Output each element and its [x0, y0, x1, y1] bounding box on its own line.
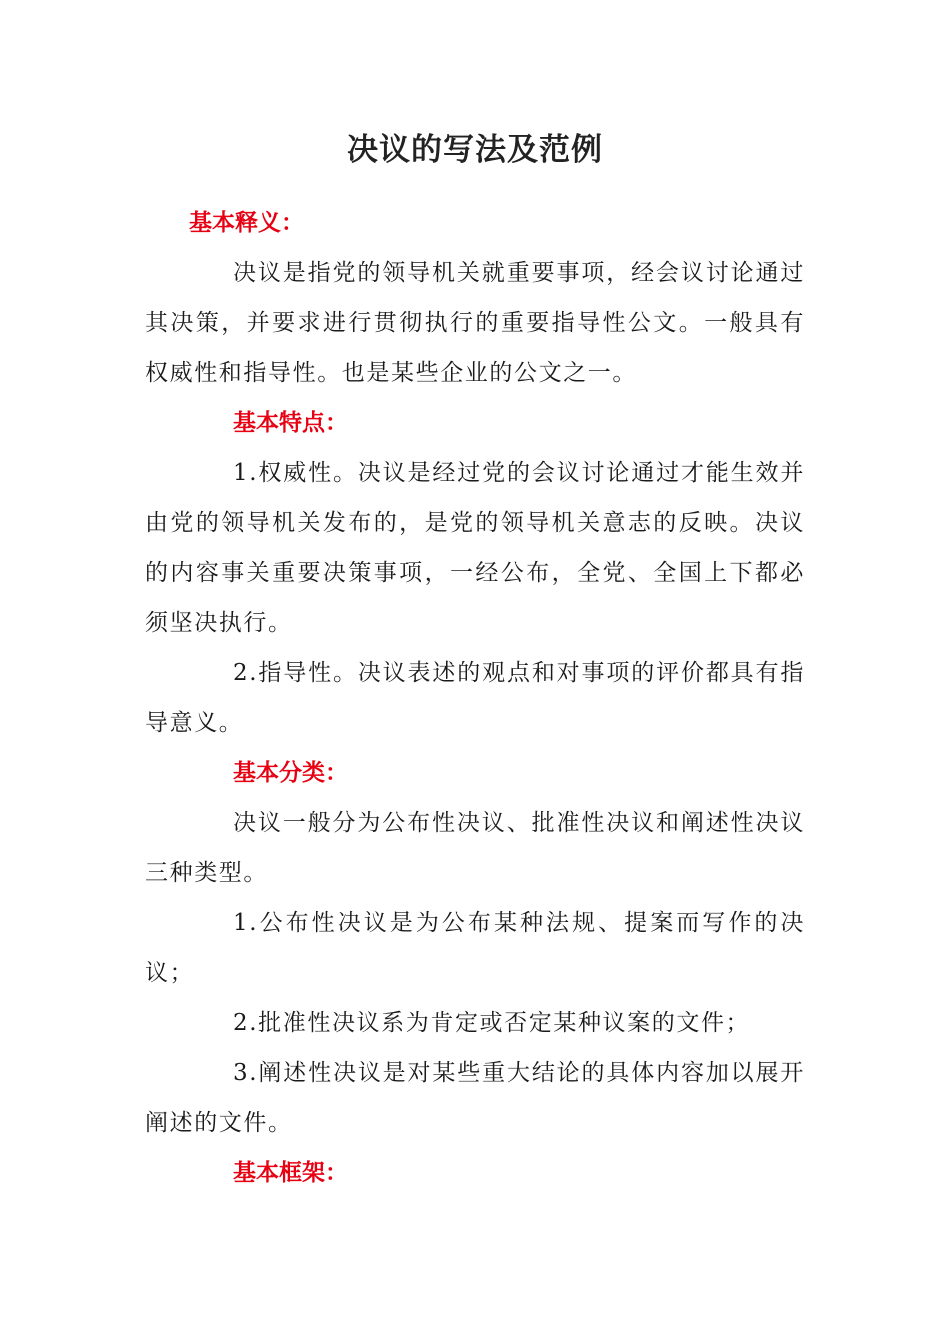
document-title: 决议的写法及范例	[347, 132, 603, 168]
paragraph-feature-authority: 1.权威性。决议是经过党的会议讨论通过才能生效并由党的领导机关发布的，是党的领导机关意志的反映。决议的内容事关重要决策事项，一经公布，全党、全国上下都必须坚决执行。	[145, 460, 805, 636]
section-heading-categories: 基本分类：	[233, 759, 348, 786]
paragraph-feature-guidance: 2.指导性。决议表述的观点和对事项的评价都具有指导意义。	[145, 660, 805, 736]
section-heading-features: 基本特点：	[233, 409, 348, 436]
paragraph-category-approval: 2.批准性决议系为肯定或否定某种议案的文件；	[233, 1010, 751, 1036]
section-heading-framework: 基本框架：	[233, 1159, 348, 1186]
paragraph-definition: 决议是指党的领导机关就重要事项，经会议讨论通过其决策，并要求进行贯彻执行的重要指导性公文。一般具有权威性和指导性。也是某些企业的公文之一。	[145, 260, 805, 386]
section-heading-definition: 基本释义：	[189, 209, 304, 236]
paragraph-category-announcement: 1.公布性决议是为公布某种法规、提案而写作的决议；	[145, 910, 805, 986]
document-body	[145, 198, 805, 1198]
paragraph-categories-intro: 决议一般分为公布性决议、批准性决议和阐述性决议三种类型。	[145, 810, 805, 886]
paragraph-category-elaboration: 3.阐述性决议是对某些重大结论的具体内容加以展开阐述的文件。	[145, 1060, 805, 1136]
